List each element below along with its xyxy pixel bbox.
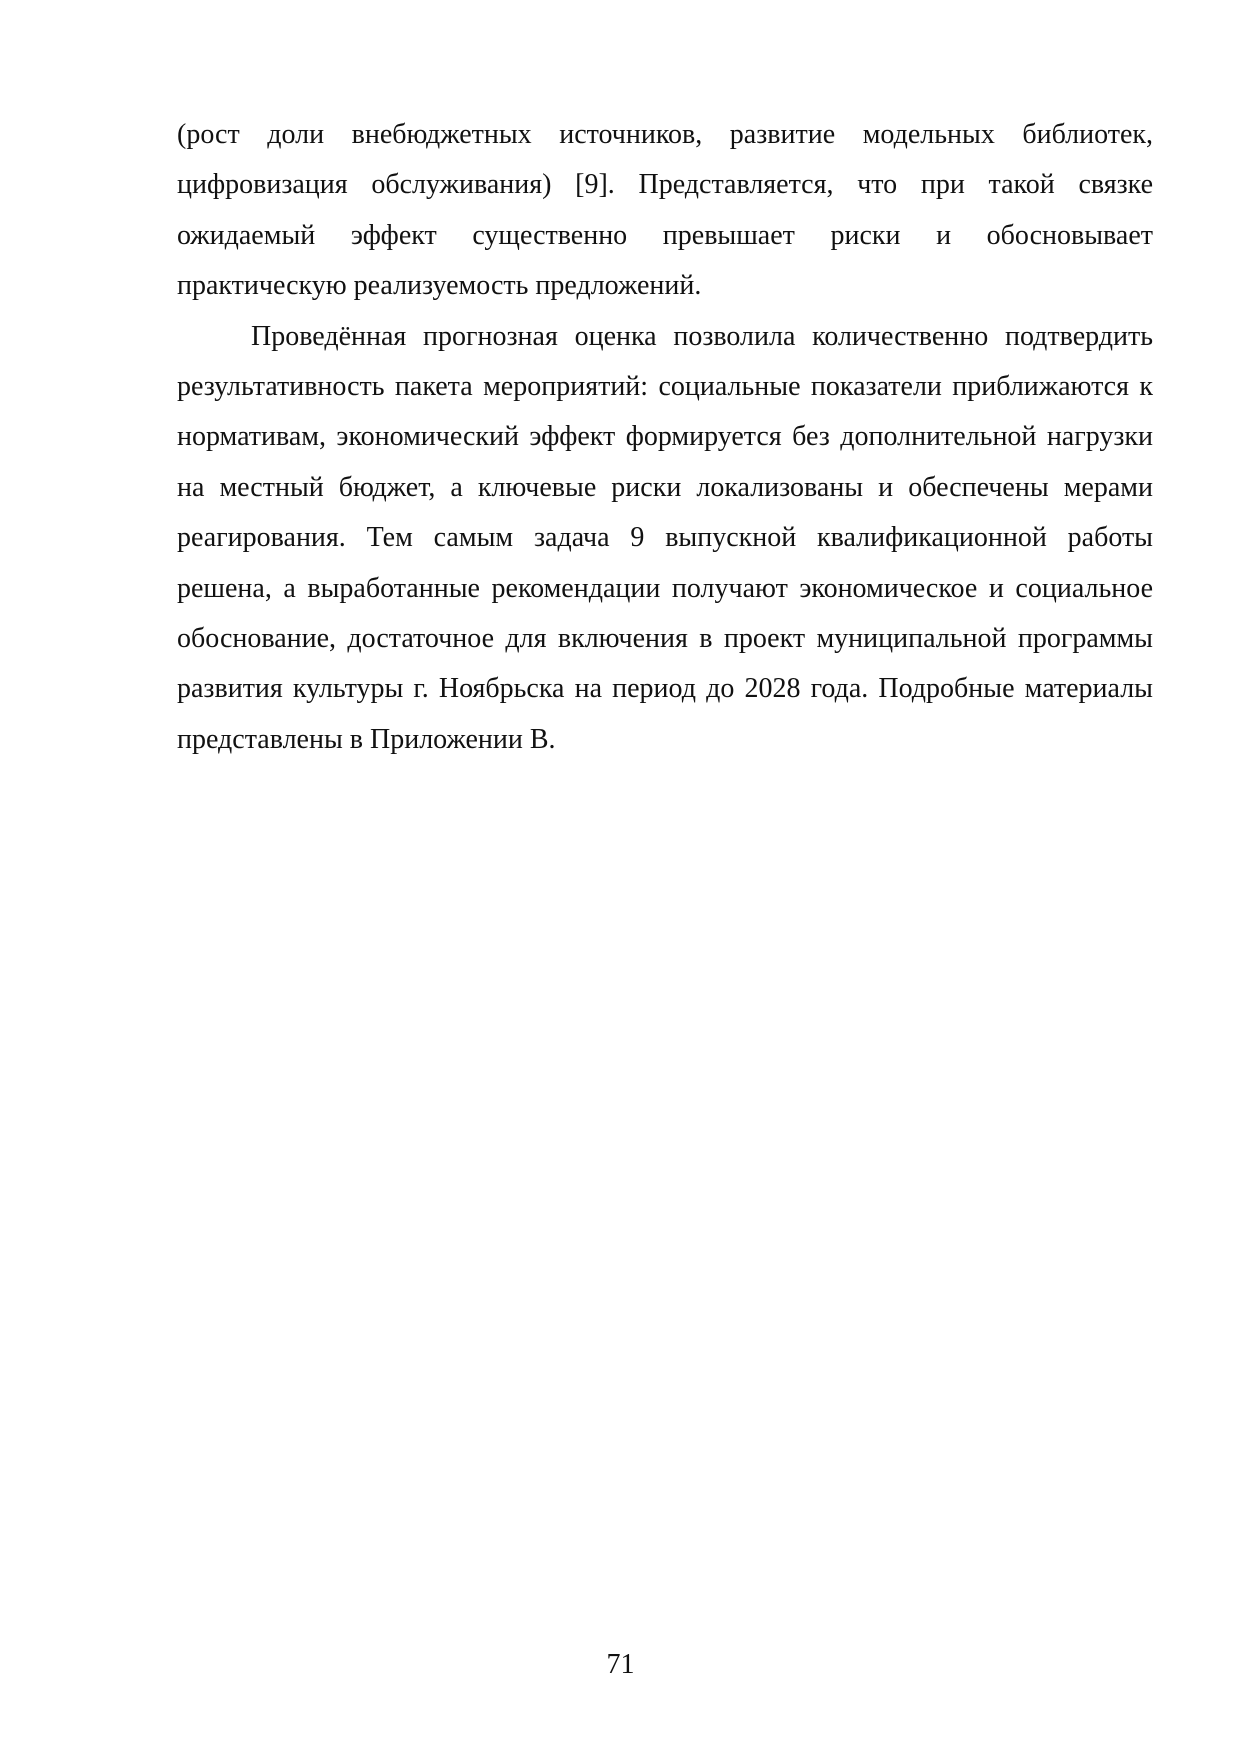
page-body [177,110,1153,765]
page-number: 71 [606,1649,635,1680]
paragraph-continuation: (рост доли внебюджетных источников, развитие модельных библиотек, цифровизация обслуживания) [9]. Представляется, что при такой связке ожидаемый эффект существенно превышает риски и обосновывает практическую реализуемость предложений. [177,119,1153,302]
paragraph-conclusion: Проведённая прогнозная оценка позволила количественно подтвердить результативность пакета мероприятий: социальные показатели приближаются к нормативам, экономический эффект формируется без дополнительной нагрузки на местный бюджет, а ключевые риски локализованы и обеспечены мерами реагирования. Тем самым задача 9 выпускной квалификационной работы решена, а выработанные рекомендации получают экономическое и социальное обоснование, достаточное для включения в проект муниципальной программы развития культуры г. Ноябрьска на период до 2028 года. Подробные материалы представлены в Приложении В. [177,320,1153,755]
